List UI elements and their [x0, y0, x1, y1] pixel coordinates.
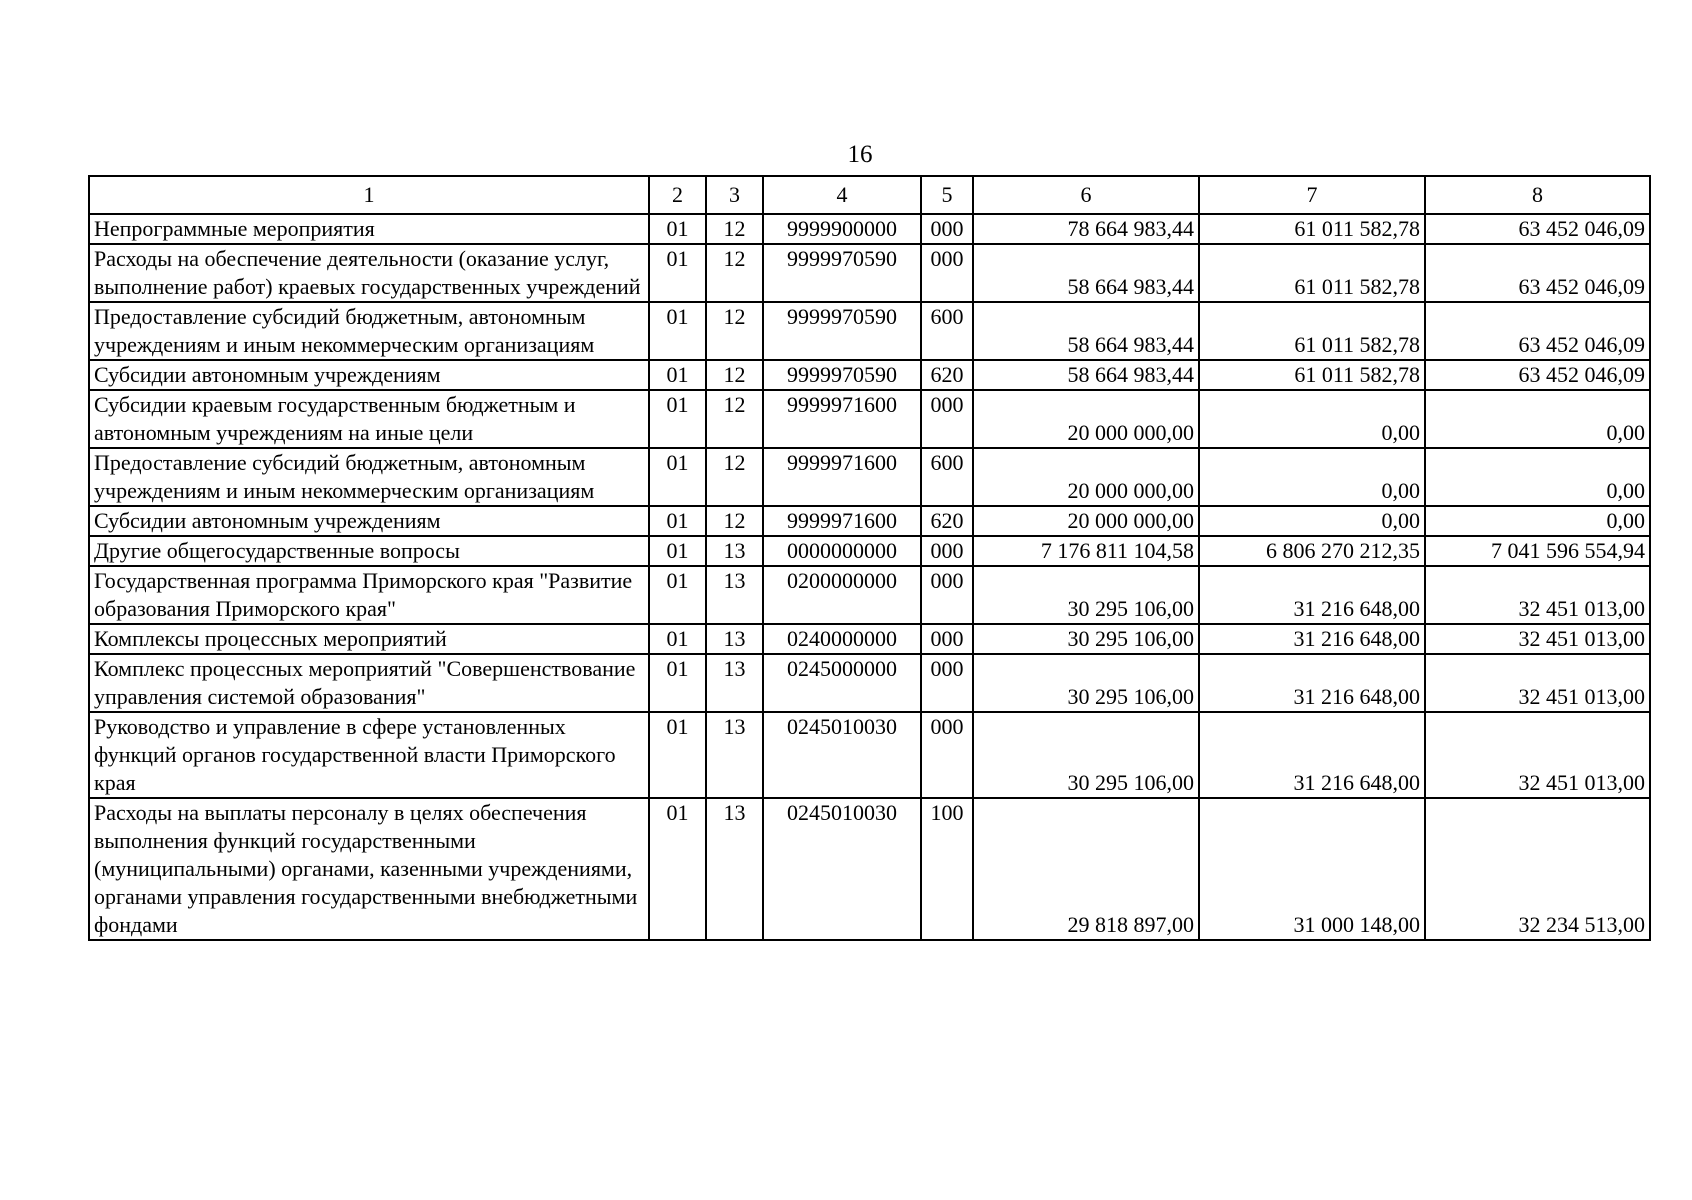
amount-col6-cell: 7 176 811 104,58: [973, 536, 1199, 566]
row-name-cell: Расходы на обеспечение деятельности (оказание услуг, выполнение работ) краевых государственных учреждений: [89, 244, 649, 302]
amount-col8-cell: 63 452 046,09: [1425, 360, 1650, 390]
amount-col8-cell: 32 451 013,00: [1425, 566, 1650, 624]
amount-col8-cell: 63 452 046,09: [1425, 214, 1650, 244]
header-row: [89, 176, 1650, 214]
section-code-cell: 01: [649, 214, 706, 244]
amount-col7-cell: 6 806 270 212,35: [1199, 536, 1425, 566]
table-row: [89, 506, 1650, 536]
row-name-cell: Государственная программа Приморского края "Развитие образования Приморского края": [89, 566, 649, 624]
subsection-code-cell: 12: [706, 214, 763, 244]
table-row: [89, 390, 1650, 448]
table-row: [89, 566, 1650, 624]
section-code-cell: 01: [649, 624, 706, 654]
section-code-cell: 01: [649, 360, 706, 390]
row-name-cell: Предоставление субсидий бюджетным, автономным учреждениям и иным некоммерческим организациям: [89, 448, 649, 506]
row-name-cell: Руководство и управление в сфере установленных функций органов государственной власти Приморского края: [89, 712, 649, 798]
amount-col8-cell: 32 451 013,00: [1425, 654, 1650, 712]
table-row: [89, 624, 1650, 654]
row-name-cell: Субсидии краевым государственным бюджетным и автономным учреждениям на иные цели: [89, 390, 649, 448]
row-name-cell: Субсидии автономным учреждениям: [89, 360, 649, 390]
amount-col8-cell: 32 234 513,00: [1425, 798, 1650, 940]
column-header: 6: [973, 176, 1199, 214]
expense-type-cell: 000: [921, 390, 973, 448]
subsection-code-cell: 12: [706, 506, 763, 536]
amount-col8-cell: 0,00: [1425, 506, 1650, 536]
row-name-cell: Комплексы процессных мероприятий: [89, 624, 649, 654]
amount-col8-cell: 32 451 013,00: [1425, 624, 1650, 654]
section-code-cell: 01: [649, 448, 706, 506]
target-article-cell: 9999971600: [763, 448, 921, 506]
amount-col8-cell: 0,00: [1425, 390, 1650, 448]
subsection-code-cell: 13: [706, 624, 763, 654]
amount-col6-cell: 20 000 000,00: [973, 448, 1199, 506]
expense-type-cell: 000: [921, 624, 973, 654]
table-row: [89, 244, 1650, 302]
table-row: [89, 654, 1650, 712]
amount-col7-cell: 31 216 648,00: [1199, 654, 1425, 712]
amount-col6-cell: 20 000 000,00: [973, 506, 1199, 536]
subsection-code-cell: 13: [706, 536, 763, 566]
amount-col7-cell: 61 011 582,78: [1199, 244, 1425, 302]
target-article-cell: 0240000000: [763, 624, 921, 654]
table-row: [89, 302, 1650, 360]
subsection-code-cell: 12: [706, 360, 763, 390]
section-code-cell: 01: [649, 654, 706, 712]
target-article-cell: 0245000000: [763, 654, 921, 712]
amount-col7-cell: 0,00: [1199, 448, 1425, 506]
amount-col6-cell: 58 664 983,44: [973, 360, 1199, 390]
section-code-cell: 01: [649, 536, 706, 566]
table-row: [89, 360, 1650, 390]
target-article-cell: 9999970590: [763, 360, 921, 390]
subsection-code-cell: 13: [706, 798, 763, 940]
row-name-cell: Непрограммные мероприятия: [89, 214, 649, 244]
expense-type-cell: 000: [921, 654, 973, 712]
expense-type-cell: 600: [921, 302, 973, 360]
amount-col8-cell: 32 451 013,00: [1425, 712, 1650, 798]
expense-type-cell: 000: [921, 244, 973, 302]
row-name-cell: Субсидии автономным учреждениям: [89, 506, 649, 536]
amount-col6-cell: 30 295 106,00: [973, 566, 1199, 624]
section-code-cell: 01: [649, 566, 706, 624]
subsection-code-cell: 12: [706, 448, 763, 506]
column-header: 3: [706, 176, 763, 214]
amount-col7-cell: 31 216 648,00: [1199, 566, 1425, 624]
table-row: [89, 712, 1650, 798]
amount-col8-cell: 63 452 046,09: [1425, 244, 1650, 302]
column-header: 4: [763, 176, 921, 214]
expense-type-cell: 000: [921, 214, 973, 244]
amount-col6-cell: 30 295 106,00: [973, 624, 1199, 654]
amount-col6-cell: 29 818 897,00: [973, 798, 1199, 940]
expense-type-cell: 620: [921, 506, 973, 536]
amount-col7-cell: 61 011 582,78: [1199, 360, 1425, 390]
amount-col6-cell: 20 000 000,00: [973, 390, 1199, 448]
amount-col6-cell: 78 664 983,44: [973, 214, 1199, 244]
page-number: 16: [847, 141, 873, 168]
subsection-code-cell: 12: [706, 390, 763, 448]
target-article-cell: 9999970590: [763, 244, 921, 302]
row-name-cell: Расходы на выплаты персоналу в целях обеспечения выполнения функций государственными (муниципальными) органами, казенными учреждениями, органами управления государственными внебюджетными фондами: [89, 798, 649, 940]
target-article-cell: 9999970590: [763, 302, 921, 360]
amount-col7-cell: 61 011 582,78: [1199, 302, 1425, 360]
table-row: [89, 798, 1650, 940]
expense-type-cell: 620: [921, 360, 973, 390]
section-code-cell: 01: [649, 798, 706, 940]
table-row: [89, 214, 1650, 244]
column-header: 8: [1425, 176, 1650, 214]
section-code-cell: 01: [649, 390, 706, 448]
amount-col7-cell: 61 011 582,78: [1199, 214, 1425, 244]
column-header: 5: [921, 176, 973, 214]
amount-col7-cell: 0,00: [1199, 506, 1425, 536]
column-header: 2: [649, 176, 706, 214]
target-article-cell: 9999971600: [763, 390, 921, 448]
amount-col8-cell: 7 041 596 554,94: [1425, 536, 1650, 566]
subsection-code-cell: 13: [706, 712, 763, 798]
row-name-cell: Предоставление субсидий бюджетным, автономным учреждениям и иным некоммерческим организациям: [89, 302, 649, 360]
subsection-code-cell: 12: [706, 302, 763, 360]
target-article-cell: 9999900000: [763, 214, 921, 244]
section-code-cell: 01: [649, 302, 706, 360]
target-article-cell: 0000000000: [763, 536, 921, 566]
amount-col7-cell: 31 000 148,00: [1199, 798, 1425, 940]
column-header: 7: [1199, 176, 1425, 214]
amount-col7-cell: 0,00: [1199, 390, 1425, 448]
expense-type-cell: 000: [921, 536, 973, 566]
expense-type-cell: 000: [921, 566, 973, 624]
column-header: 1: [89, 176, 649, 214]
amount-col8-cell: 63 452 046,09: [1425, 302, 1650, 360]
target-article-cell: 9999971600: [763, 506, 921, 536]
subsection-code-cell: 12: [706, 244, 763, 302]
amount-col6-cell: 58 664 983,44: [973, 244, 1199, 302]
section-code-cell: 01: [649, 244, 706, 302]
amount-col7-cell: 31 216 648,00: [1199, 624, 1425, 654]
amount-col7-cell: 31 216 648,00: [1199, 712, 1425, 798]
subsection-code-cell: 13: [706, 566, 763, 624]
budget-table: [88, 175, 1651, 941]
expense-type-cell: 600: [921, 448, 973, 506]
table-row: [89, 536, 1650, 566]
amount-col8-cell: 0,00: [1425, 448, 1650, 506]
target-article-cell: 0245010030: [763, 712, 921, 798]
amount-col6-cell: 30 295 106,00: [973, 654, 1199, 712]
section-code-cell: 01: [649, 712, 706, 798]
target-article-cell: 0245010030: [763, 798, 921, 940]
amount-col6-cell: 30 295 106,00: [973, 712, 1199, 798]
expense-type-cell: 000: [921, 712, 973, 798]
table-row: [89, 448, 1650, 506]
amount-col6-cell: 58 664 983,44: [973, 302, 1199, 360]
section-code-cell: 01: [649, 506, 706, 536]
row-name-cell: Комплекс процессных мероприятий "Совершенствование управления системой образования": [89, 654, 649, 712]
target-article-cell: 0200000000: [763, 566, 921, 624]
expense-type-cell: 100: [921, 798, 973, 940]
subsection-code-cell: 13: [706, 654, 763, 712]
row-name-cell: Другие общегосударственные вопросы: [89, 536, 649, 566]
